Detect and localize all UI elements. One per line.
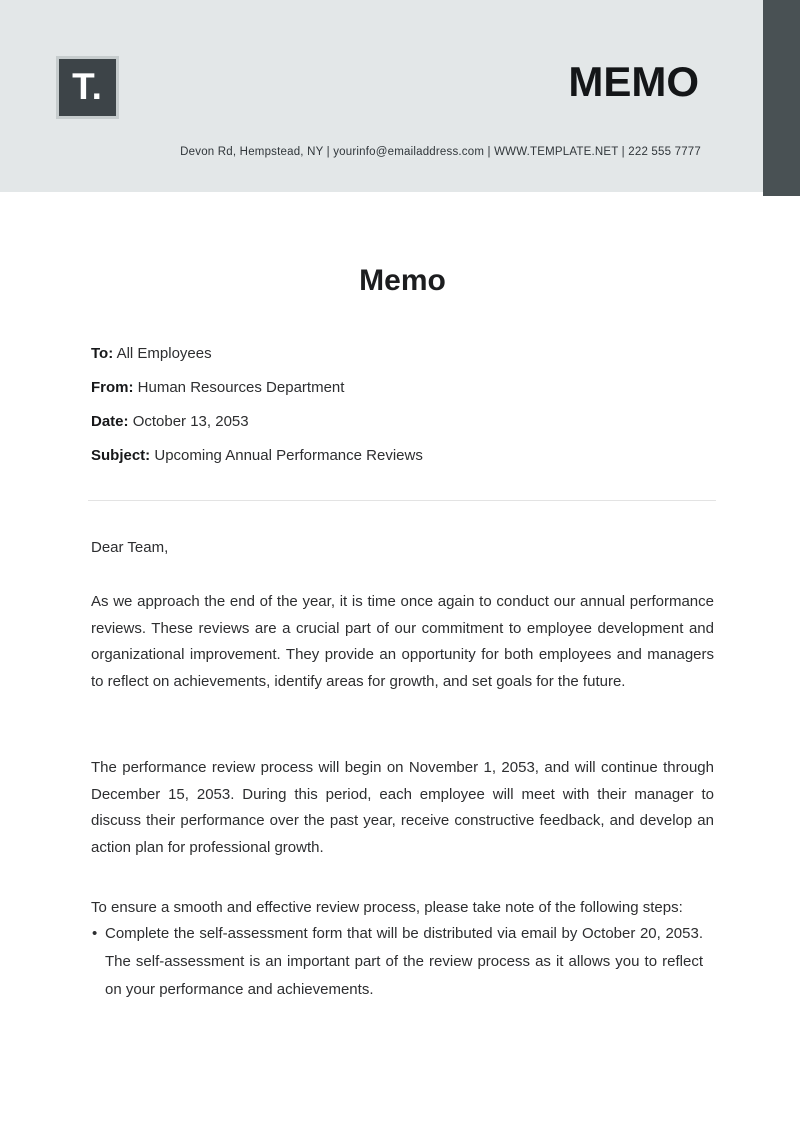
section-divider	[88, 500, 716, 501]
body-paragraph-1: As we approach the end of the year, it is time once again to conduct our annual performance reviews. These reviews are a crucial part of our commitment to employee development and organizational improvement. They provide an opportunity for both employees and managers to reflect on achievements, identify areas for growth, and set goals for the future.	[91, 593, 714, 690]
memo-field-subject	[91, 446, 423, 466]
to-value: All Employees	[116, 345, 212, 362]
salutation: Dear Team,	[91, 539, 169, 556]
memo-field-from	[91, 378, 423, 398]
body-paragraph-2: The performance review process will begin on November 1, 2053, and will continue through December 15, 2053. During this period, each employee will meet with their manager to discuss their performance over the past year, receive constructive feedback, and develop an action plan for professional growth.	[91, 759, 714, 856]
brand-logo: T.	[56, 56, 119, 119]
memo-meta-block	[91, 344, 423, 480]
letterhead-memo-title: MEMO	[568, 58, 699, 105]
from-label: From:	[91, 379, 134, 396]
bullet-icon: •	[92, 925, 98, 942]
steps-list	[91, 920, 703, 1004]
to-label: To:	[91, 345, 114, 362]
page-title: Memo	[359, 264, 446, 297]
from-value: Human Resources Department	[137, 379, 345, 396]
date-value: October 13, 2053	[132, 413, 249, 430]
header-side-strip	[763, 0, 800, 196]
memo-body	[91, 0, 714, 1129]
letterhead-contact-line: Devon Rd, Hempstead, NY | yourinfo@emailaddress.com | WWW.TEMPLATE.NET | 222 555 7777	[180, 146, 701, 158]
subject-value: Upcoming Annual Performance Reviews	[154, 447, 423, 464]
memo-field-date	[91, 412, 423, 432]
list-item	[91, 920, 703, 1004]
list-item-text: Complete the self-assessment form that will be distributed via email by October 20, 2053. The self-assessment is an important part of the review process as it allows you to reflect on your performance and achievements.	[105, 925, 703, 998]
memo-field-to	[91, 344, 423, 364]
steps-intro: To ensure a smooth and effective review process, please take note of the following steps:	[91, 899, 683, 916]
date-label: Date:	[91, 413, 129, 430]
subject-label: Subject:	[91, 447, 151, 464]
